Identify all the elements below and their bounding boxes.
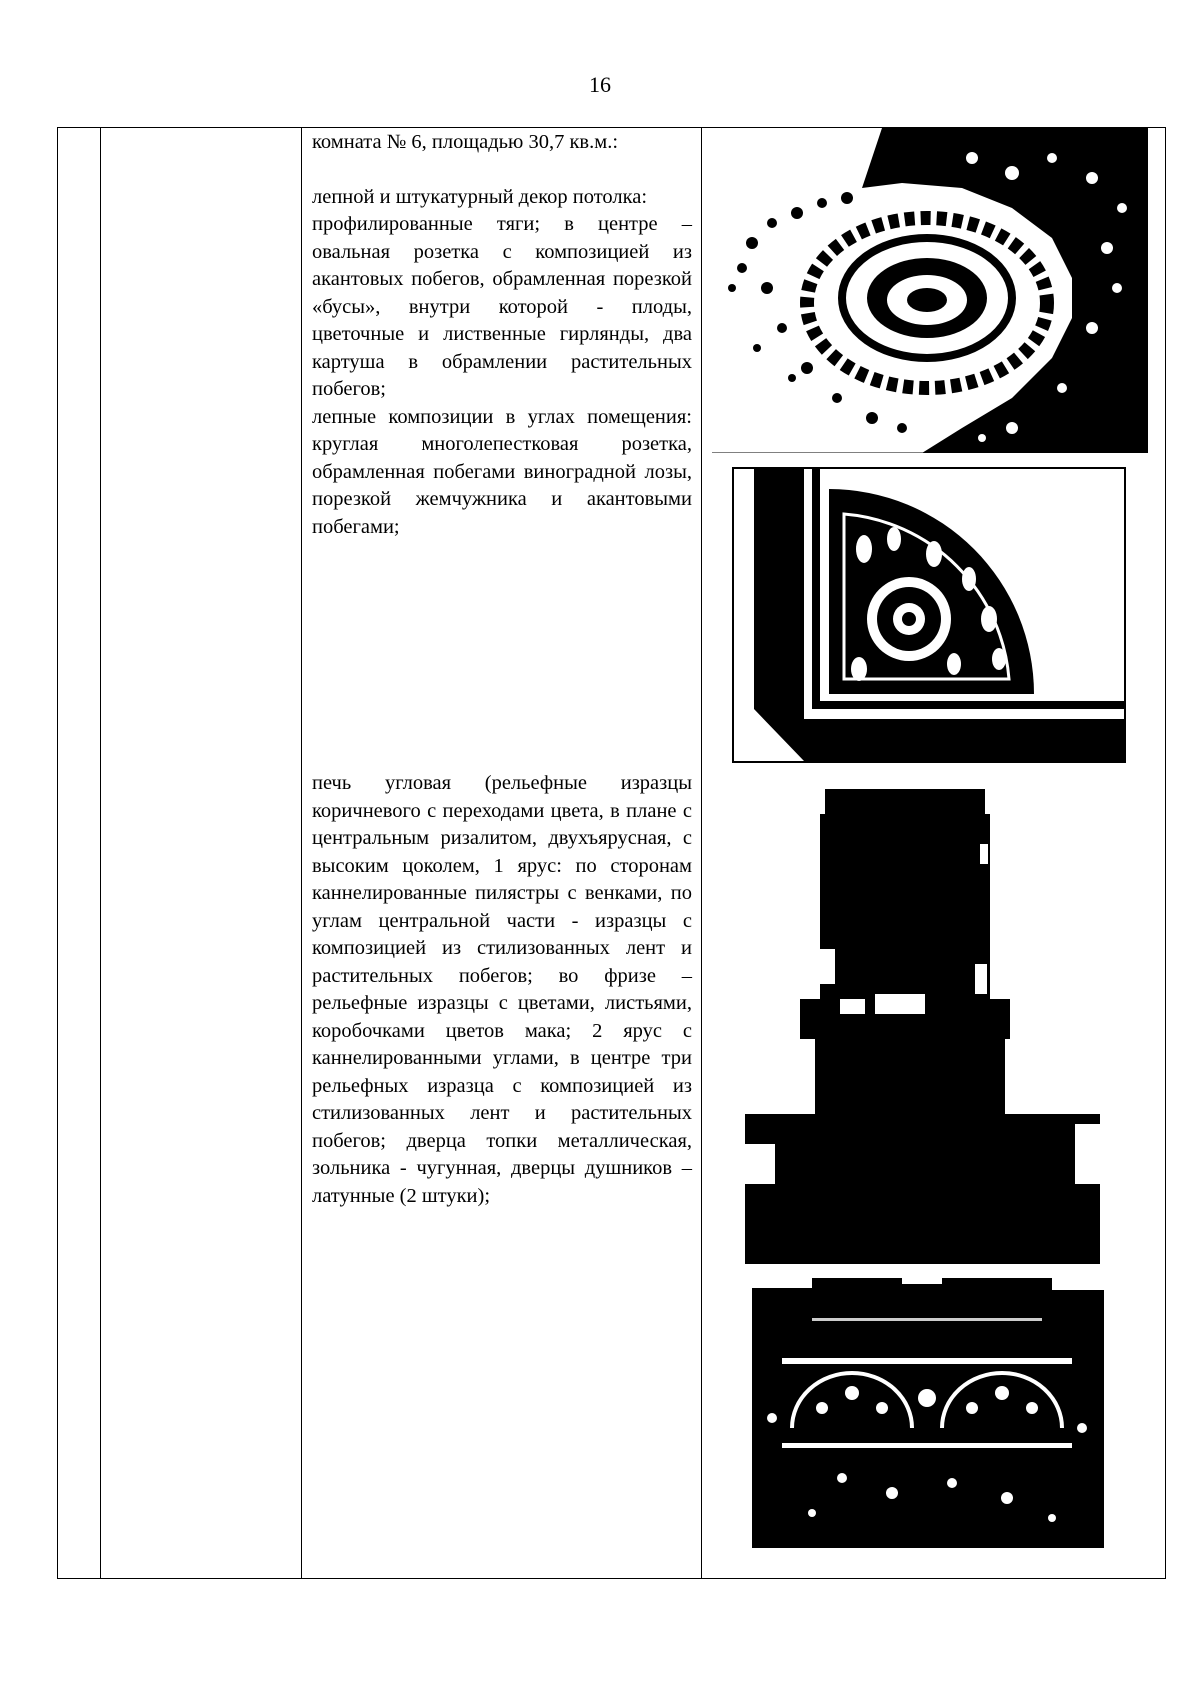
- stove-description: [312, 770, 692, 1210]
- column-divider: [100, 128, 101, 1578]
- corner-composition-photo: [732, 467, 1126, 763]
- page-number: 16: [589, 72, 611, 97]
- corner-composition-image: [734, 469, 1124, 761]
- corner-compositions-description: лепные композиции в углах помещения: круглая многолепестковая розетка, обрамленная побегами виноградной лозы, порезкой жемчужника и акантовыми побегами;: [312, 405, 692, 538]
- room-heading: комната № 6, площадью 30,7 кв.м.:: [312, 131, 619, 153]
- ceiling-rosette-photo: [712, 128, 1148, 453]
- room-description: [312, 129, 692, 541]
- ceiling-decor-title: лепной и штукатурный декор потолка:: [312, 185, 648, 208]
- stove-image: [745, 784, 1100, 1264]
- column-divider: [301, 128, 302, 1578]
- stove-description-text: печь угловая (рельефные изразцы коричневого с переходами цвета, в плане с центральным ризалитом, двухъярусная, с высоким цоколем, 1 ярус: по сторонам каннелированные пилястры с венками, по углам центральной части - изразцы с композицией из стилизованных лент и растительных побегов; во фризе – рельефные изразцы с цветами, листьями, коробочками цветов мака; 2 ярус с каннелированными углами, в центре три рельефных изразца с композицией из стилизованных лент и растительных побегов; дверца топки металлическая, зольника - чугунная, дверцы душников – латунные (2 штуки);: [312, 772, 692, 1207]
- stove-detail-image: [752, 1278, 1104, 1548]
- stove-photo: [745, 784, 1100, 1264]
- column-divider: [701, 128, 702, 1578]
- ceiling-rosette-image: [712, 128, 1148, 453]
- ceiling-rosette-description: профилированные тяги; в центре – овальная розетка с композицией из акантовых побегов, обрамленная порезкой «бусы», внутри которой - плоды, цветочные и лиственные гирлянды, два картуша в обрамлении растительных побегов;: [312, 213, 692, 400]
- stove-detail-photo: [752, 1278, 1104, 1548]
